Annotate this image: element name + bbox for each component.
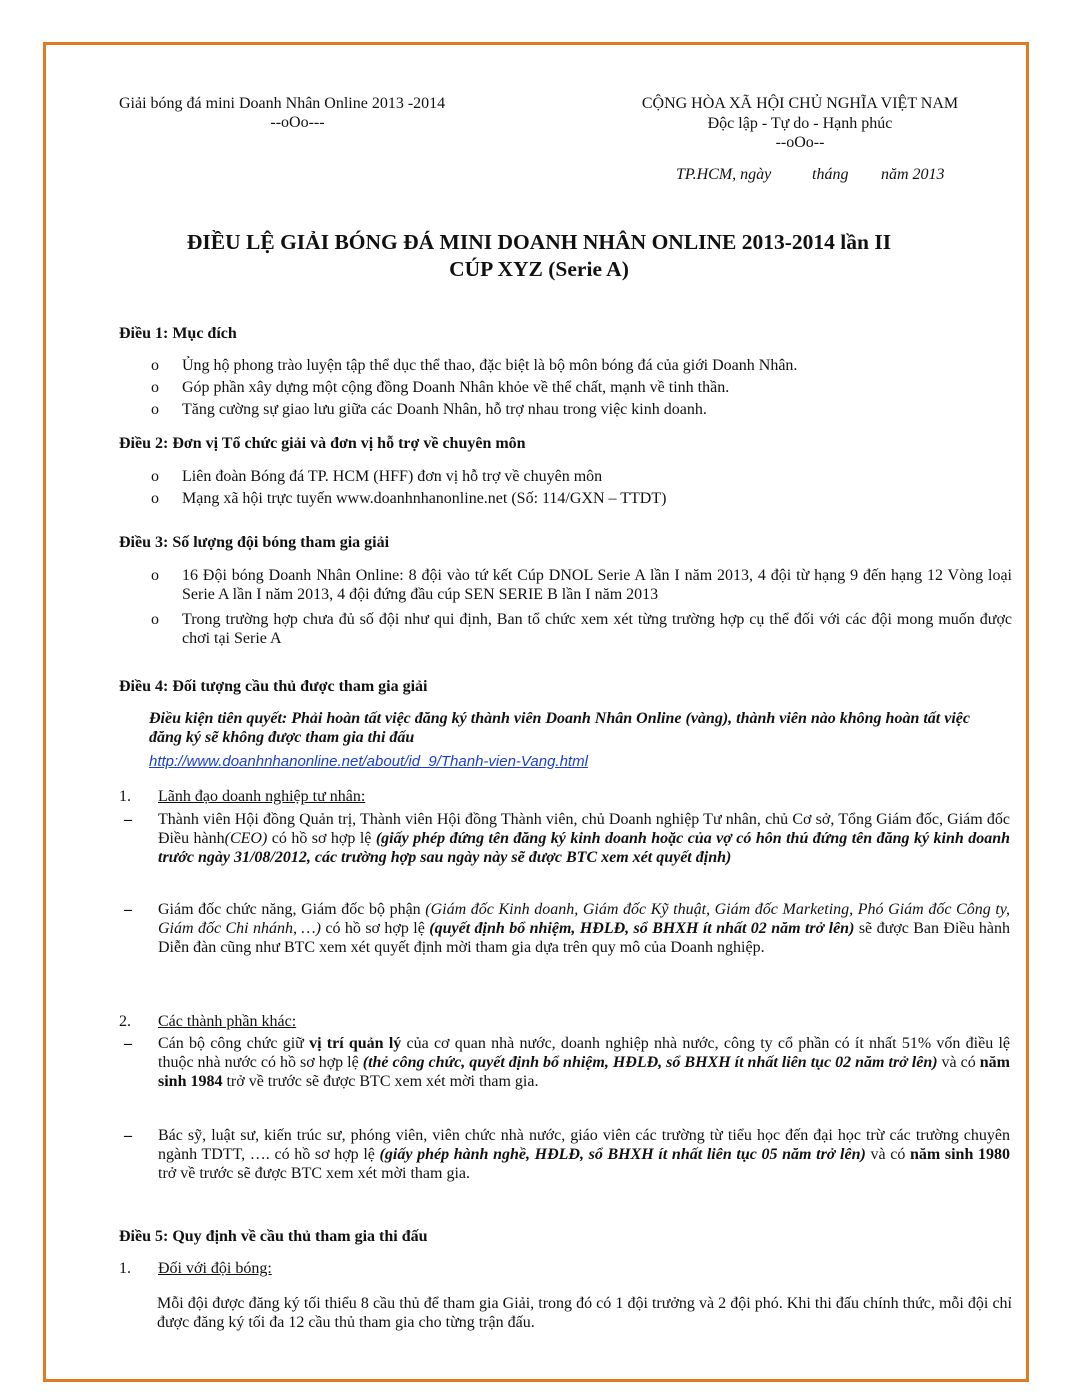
section-title: Các thành phần khác:: [158, 1013, 297, 1030]
article-3-heading: Điều 3: Số lượng đội bóng tham gia giải: [119, 534, 390, 551]
list-item: Góp phần xây dựng một cộng đồng Doanh Nhân khỏe về thể chất, mạnh về tinh thần.: [182, 379, 730, 396]
bullet-icon: o: [151, 357, 159, 374]
section-title: Đối với đội bóng:: [158, 1260, 272, 1277]
list-item: Bác sỹ, luật sư, kiến trúc sư, phóng viên, viên chức nhà nước, giáo viên các trường từ tiểu học đến đại học trừ các trường chuyên ngành TDTT, …. có hồ sơ hợp lệ (giấy phép hành nghề, HĐLĐ, sổ BHXH ít nhất liên tục 05 năm trở lên) và có năm sinh 1980 trở về trước sẽ được BTC xem xét mời tham gia.: [158, 1127, 1011, 1182]
article-1-heading: Điều 1: Mục đích: [119, 325, 237, 342]
bullet-icon: o: [151, 401, 159, 418]
section-number: 1.: [119, 788, 131, 805]
bullet-icon: o: [151, 468, 159, 485]
dash-icon: –: [124, 1035, 132, 1052]
organizer-name: Giải bóng đá mini Doanh Nhân Online 2013 -2014: [119, 95, 446, 112]
date-month: tháng: [812, 166, 849, 183]
section-number: 1.: [119, 1260, 131, 1277]
bullet-icon: o: [151, 490, 159, 507]
article-4-heading: Điều 4: Đối tượng cầu thủ được tham gia giải: [119, 678, 428, 695]
section-title: Lãnh đạo doanh nghiệp tư nhân:: [158, 788, 366, 805]
bullet-icon: o: [151, 379, 159, 396]
bullet-icon: o: [151, 567, 159, 584]
list-item: Tăng cường sự giao lưu giữa các Doanh Nhân, hỗ trợ nhau trong việc kinh doanh.: [182, 401, 707, 418]
team-rule-paragraph: Mỗi đội được đăng ký tối thiểu 8 cầu thủ để tham gia Giải, trong đó có 1 đội trưởng và 2 đội phó. Khi thi đấu chính thức, mỗi đội chỉ được đăng ký tối đa 12 cầu thủ tham gia cho từng trận đấu.: [157, 1295, 1012, 1331]
list-item: Thành viên Hội đồng Quản trị, Thành viên Hội đồng Thành viên, chủ Doanh nghiệp Tư nhân, chủ Cơ sở, Tổng Giám đốc, Giám đốc Điều hành(CEO) có hồ sơ hợp lệ (giấy phép đứng tên đăng ký kinh doanh hoặc của vợ có hôn thú đứng tên đăng ký kinh doanh trước ngày 31/08/2012, các trường hợp sau ngày này sẽ được BTC xem xét quyết định): [158, 811, 1011, 866]
right-separator: --oOo--: [775, 134, 825, 151]
date-year: năm 2013: [881, 166, 945, 183]
dash-icon: –: [124, 811, 132, 828]
prerequisite-note: Điều kiện tiên quyết: Phải hoàn tất việc đăng ký thành viên Doanh Nhân Online (vàng), thành viên nào không hoàn tất việc đăng ký sẽ không được tham gia thi đấu: [149, 710, 970, 746]
document-subtitle: CÚP XYZ (Serie A): [449, 257, 629, 281]
list-item: 16 Đội bóng Doanh Nhân Online: 8 đội vào tứ kết Cúp DNOL Serie A lần I năm 2013, 4 đội từ hạng 9 đến hạng 12 Vòng loại Serie A lần I năm 2013, 4 đội đứng đầu cúp SEN SERIE B lần I năm 2013: [182, 567, 1012, 603]
document-title: ĐIỀU LỆ GIẢI BÓNG ĐÁ MINI DOANH NHÂN ONLINE 2013-2014 lần II: [186, 230, 892, 254]
country-name: CỘNG HÒA XÃ HỘI CHỦ NGHĨA VIỆT NAM: [641, 95, 959, 112]
list-item: Liên đoàn Bóng đá TP. HCM (HFF) đơn vị hỗ trợ về chuyên môn: [182, 468, 603, 485]
article-5-heading: Điều 5: Quy định về cầu thủ tham gia thi đấu: [119, 1228, 428, 1245]
bullet-icon: o: [151, 611, 159, 628]
article-2-heading: Điều 2: Đơn vị Tổ chức giải và đơn vị hỗ trợ về chuyên môn: [119, 435, 526, 452]
left-separator: --oOo---: [270, 114, 325, 131]
list-item: Trong trường hợp chưa đủ số đội như qui định, Ban tổ chức xem xét từng trường hợp cụ thể đối với các đội mong muốn được chơi tại Serie A: [182, 611, 1012, 647]
list-item: Mạng xã hội trực tuyến www.doanhnhanonline.net (Số: 114/GXN – TTDT): [182, 490, 667, 507]
member-registration-link[interactable]: http://www.doanhnhanonline.net/about/id_9/Thanh-vien-Vang.html: [149, 753, 588, 770]
section-number: 2.: [119, 1013, 131, 1030]
dash-icon: –: [124, 901, 132, 918]
national-motto: Độc lập - Tự do - Hạnh phúc: [707, 115, 893, 132]
list-item: Ủng hộ phong trào luyện tập thể dục thể thao, đặc biệt là bộ môn bóng đá của giới Doanh Nhân.: [182, 357, 798, 374]
dash-icon: –: [124, 1127, 132, 1144]
list-item: Giám đốc chức năng, Giám đốc bộ phận (Giám đốc Kinh doanh, Giám đốc Kỹ thuật, Giám đốc Marketing, Phó Giám đốc Công ty, Giám đốc Chi nhánh, …) có hồ sơ hợp lệ (quyết định bổ nhiệm, HĐLĐ, sổ BHXH ít nhất 02 năm trở lên) sẽ được Ban Điều hành Diễn đàn cũng như BTC xem xét quyết định mời tham gia dựa trên quy mô của Doanh nghiệp.: [158, 901, 1011, 956]
list-item: Cán bộ công chức giữ vị trí quản lý của cơ quan nhà nước, doanh nghiệp nhà nước, công ty cổ phần có ít nhất 51% vốn điều lệ thuộc nhà nước có hồ sơ hợp lệ (thẻ công chức, quyết định bổ nhiệm, HĐLĐ, sổ BHXH ít nhất liên tục 02 năm trở lên) và có năm sinh 1984 trở về trước sẽ được BTC xem xét mời tham gia.: [158, 1035, 1011, 1090]
date-place: TP.HCM, ngày: [676, 166, 772, 183]
